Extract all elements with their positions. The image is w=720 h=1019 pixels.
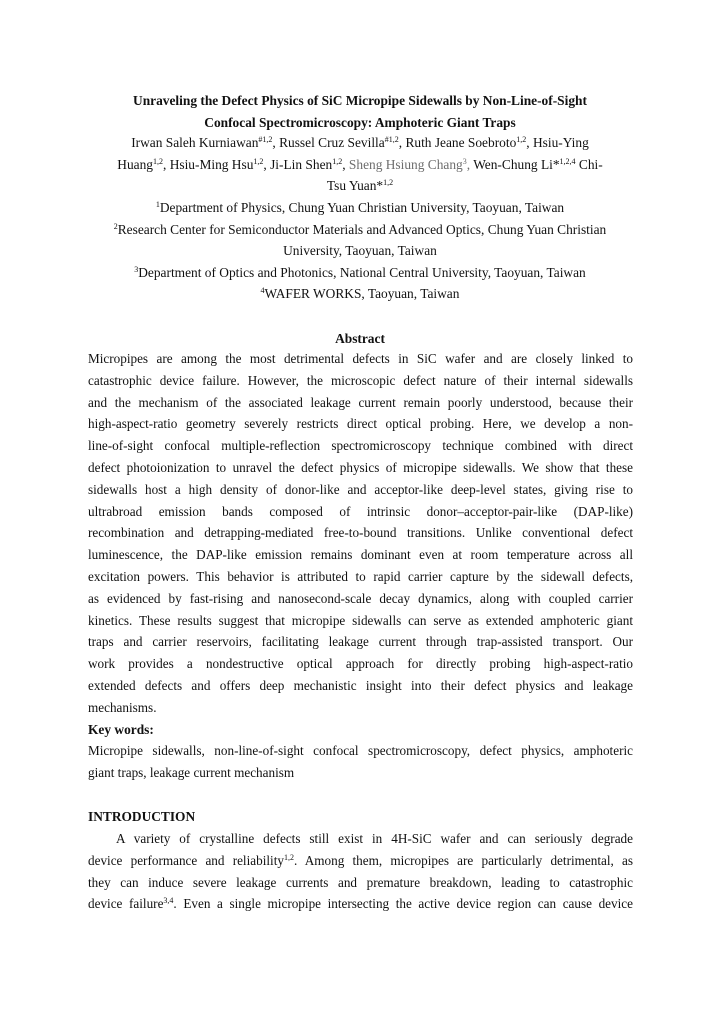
author-name: Sheng Hsiung Chang <box>348 156 463 172</box>
affil-number: 4 <box>260 286 265 295</box>
introduction-heading: INTRODUCTION <box>88 809 196 824</box>
author-affil-mark: #1,2 <box>258 135 273 144</box>
author-affil-mark: #1,2 <box>384 135 399 144</box>
intro-line <box>88 850 633 872</box>
intro-line: A variety of crystalline defects still exist in 4H-SiC wafer and can seriously degrade <box>116 831 633 846</box>
author-name: Wen-Chung Li* <box>473 156 560 172</box>
abstract-line: line-of-sight confocal multiple-reflection spectromicroscopy technique combined with direct <box>88 438 633 454</box>
abstract-line: and the mechanism of the associated leakage current remain poorly understood, because their <box>88 394 633 410</box>
affiliation-4 <box>80 283 640 305</box>
author-name: Hsiu-Ming Hsu <box>169 156 254 172</box>
intro-text: . Among them, micropipes are particularly detrimental, as <box>293 852 633 868</box>
citation-mark: 1,2 <box>283 852 294 862</box>
author-affil-mark: 1,2 <box>332 156 343 166</box>
author-affil-mark: 1,2 <box>152 156 163 166</box>
title-line-1: Unraveling the Defect Physics of SiC Micropipe Sidewalls by Non-Line-of-Sight <box>133 93 587 108</box>
intro-line: they can induce severe leakage currents and premature breakdown, leading to catastrophic <box>88 874 633 890</box>
abstract-line: excitation powers. This behavior is attributed to rapid carrier capture by the sidewall defects, <box>88 568 633 584</box>
author-name: Chi- <box>578 156 603 172</box>
affil-number: 1 <box>155 200 160 209</box>
affil-text: Department of Physics, Chung Yuan Christian University, Taoyuan, Taiwan <box>159 200 565 215</box>
abstract-body <box>88 348 633 719</box>
affiliation-2-cont: University, Taoyuan, Taiwan <box>283 243 437 258</box>
abstract-line: high-aspect-ratio geometry severely restricts direct optical probing. Here, we develop a non- <box>88 416 633 432</box>
author-line-2: Huang$^{1,2}$, Hsiu-Ming Hsu$^{1,2}$, Ji-Lin Shen$^{1,2}$, Sheng Hsiung Chang$^3$, Wen-Chung Li*$^{1,2,4}$ Chi- <box>117 156 603 172</box>
abstract-line: catastrophic device failure. However, the microscopic defect nature of their internal sidewalls <box>88 372 633 388</box>
author-list <box>80 132 640 197</box>
affiliation-1 <box>80 197 640 219</box>
abstract-line: sidewalls host a high density of donor-like and acceptor-like deep-level states, giving rise to <box>88 481 633 497</box>
author-name: Ji-Lin Shen <box>270 156 333 172</box>
intro-line <box>88 893 633 915</box>
author-affil-mark: 3 <box>462 156 467 166</box>
abstract-line: ultrabroad emission bands composed of intrinsic donor–acceptor-pair-like (DAP-like) <box>88 503 633 519</box>
author-affil-mark: 1,2 <box>253 156 264 166</box>
abstract-line: as evidenced by fast-rising and nanosecond-scale decay dynamics, along with coupled carrier <box>88 590 633 606</box>
abstract-line: Micropipes are among the most detrimental defects in SiC wafer and are closely linked to <box>88 351 633 366</box>
author-name: Tsu Yuan* <box>326 178 384 193</box>
abstract-line: recombination and detrapping-mediated free-to-bound transitions. Unlike conventional defect <box>88 525 633 541</box>
author-affil-mark: 1,2 <box>383 178 394 187</box>
author-line-1: Irwan Saleh Kurniawan$^{\#1,2}$, Russel Cruz Sevilla$^{\#1,2}$, Ruth Jeane Soebroto$^{1,2}$, Hsiu-Ying <box>131 135 589 150</box>
abstract-line: luminescence, the DAP-like emission remains dominant even at room temperature across all <box>88 547 633 563</box>
author-affil-mark: 1,2 <box>516 135 527 144</box>
introduction-body <box>88 828 633 915</box>
abstract-line: work provides a nondestructive optical approach for directly probing high-aspect-ratio <box>88 656 633 672</box>
paper-title <box>80 90 640 133</box>
author-name: Hsiu-Ying <box>532 135 589 150</box>
title-line-2: Confocal Spectromicroscopy: Amphoteric Giant Traps <box>204 114 516 130</box>
author-name: Ruth Jeane Soebroto <box>405 135 517 150</box>
intro-text: . Even a single micropipe intersecting the active device region can cause device <box>173 896 633 912</box>
intro-text: device performance and reliability <box>88 852 284 868</box>
author-affil-mark: 1,2,4 <box>559 156 576 166</box>
author-line-3 <box>80 175 640 197</box>
keywords-body <box>88 740 633 784</box>
author-name: Huang <box>117 156 153 172</box>
affiliation-2 <box>80 219 640 241</box>
abstract-line: kinetics. These results suggest that micropipe sidewalls can serve as extended amphoteric giant <box>88 612 633 628</box>
abstract-line: extended defects and offers deep mechanistic insight into their defect physics and leakage <box>88 677 633 693</box>
citation-mark: 3,4 <box>163 896 174 906</box>
affiliation-list <box>80 197 640 305</box>
affil-text: Department of Optics and Photonics, National Central University, Taoyuan, Taiwan <box>138 264 586 280</box>
affil-text: WAFER WORKS, Taoyuan, Taiwan <box>264 286 460 301</box>
intro-text: device failure <box>88 896 164 912</box>
affil-text: Research Center for Semiconductor Materials and Advanced Optics, Chung Yuan Christian <box>117 221 607 237</box>
abstract-line: mechanisms. <box>88 699 157 715</box>
abstract-heading: Abstract <box>335 331 385 346</box>
keywords-line: giant traps, leakage current mechanism <box>88 764 295 780</box>
affil-number: 3 <box>134 264 139 274</box>
author-name: Russel Cruz Sevilla <box>279 135 385 150</box>
affiliation-3 <box>80 262 640 284</box>
abstract-line: defect photoionization to unravel the defect physics of micropipe sidewalls. We show that these <box>88 459 633 475</box>
affil-number: 2 <box>113 221 118 231</box>
keywords-line: Micropipe sidewalls, non-line-of-sight confocal spectromicroscopy, defect physics, amphoteric <box>88 743 633 758</box>
abstract-line: traps and carrier reservoirs, facilitating leakage current through trap-assisted transport. Our <box>88 634 633 650</box>
author-name: Irwan Saleh Kurniawan <box>131 135 259 150</box>
keywords-heading: Key words: <box>88 722 154 737</box>
